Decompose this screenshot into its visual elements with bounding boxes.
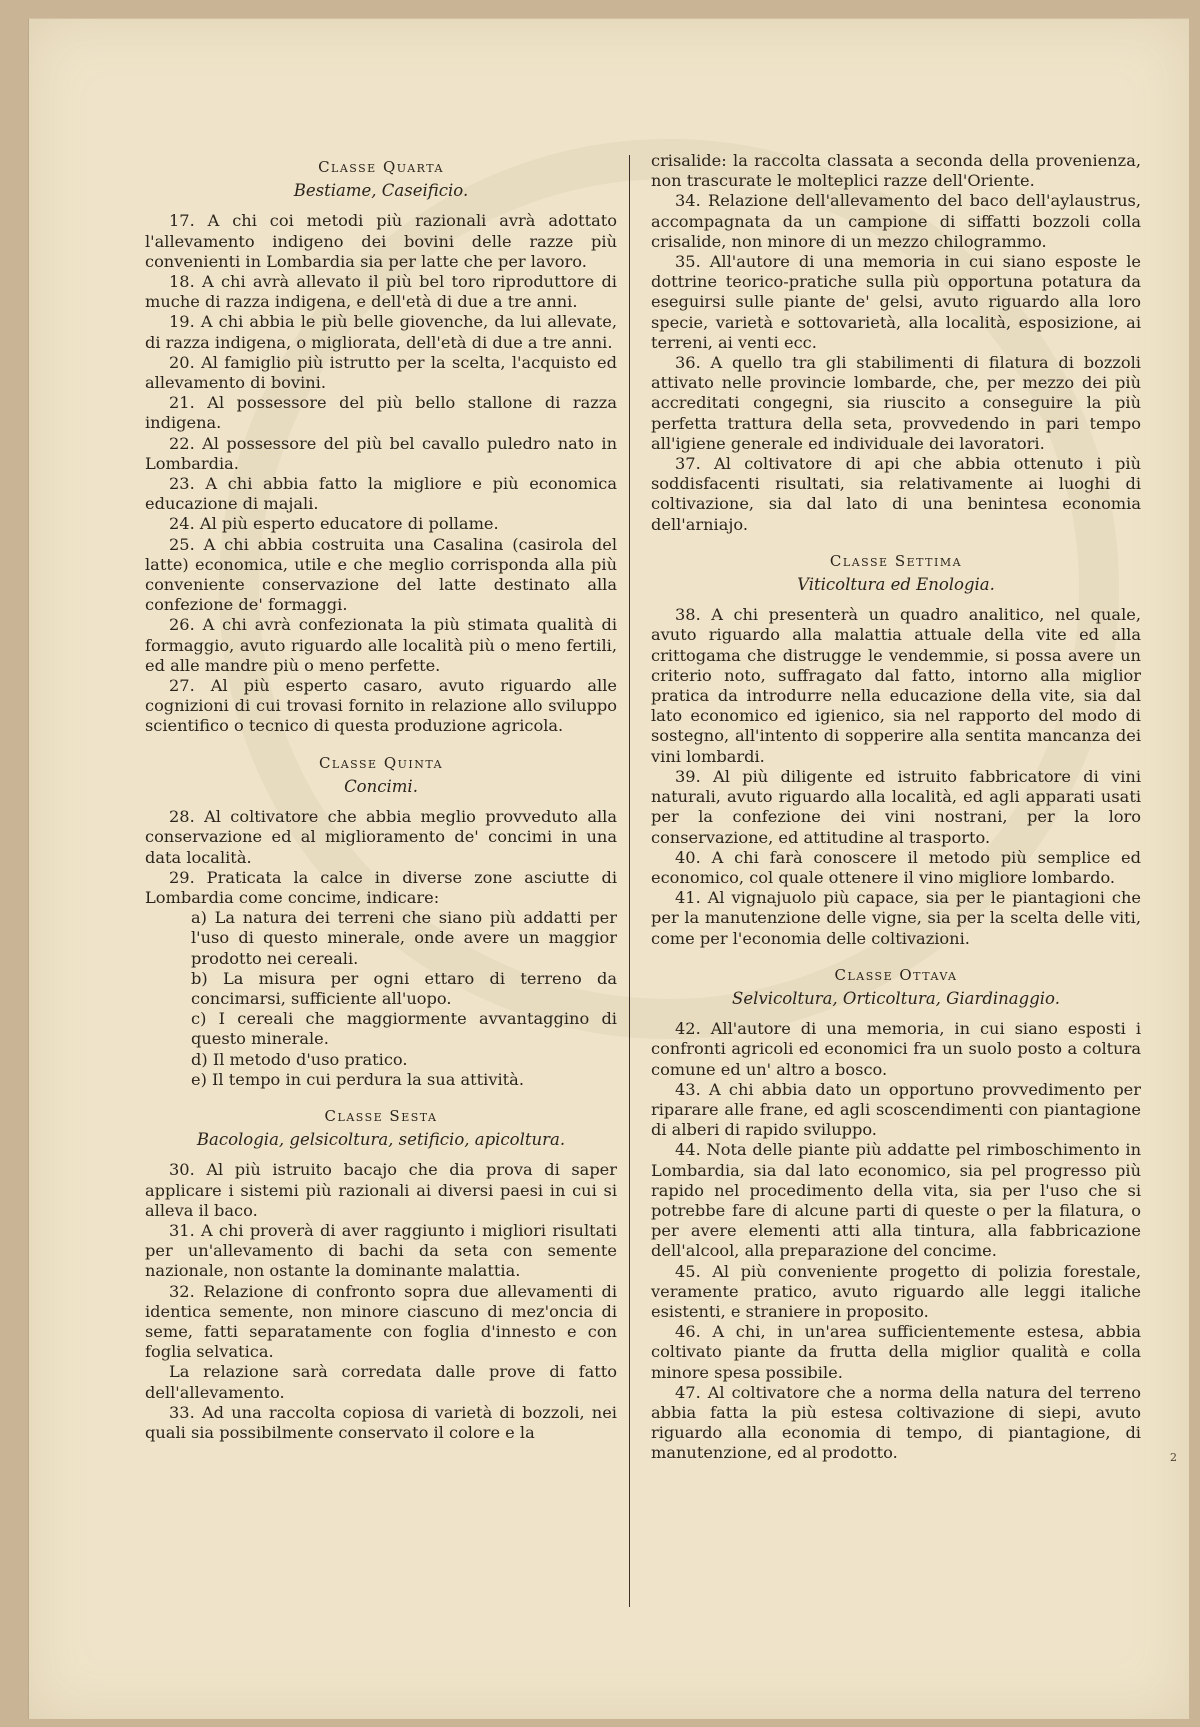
paragraph-35: 35. All'autore di una memoria in cui siano esposte le dottrine teorico-pratiche sulla più opportuna potatura da eseguirsi sulle piante de' gelsi, avuto riguardo alla loro specie, varietà e sottovarietà, alla località, esposizione, ai terreni, ai venti ecc. [651, 252, 1141, 352]
paragraph-43: 43. A chi abbia dato un opportuno provvedimento per riparare alle frane, ed agli scoscendimenti con piantagione di alberi di rapido sviluppo. [651, 1079, 1141, 1140]
paragraph-29e: e) Il tempo in cui perdura la sua attività. [191, 1069, 524, 1089]
paragraph-47: 47. Al coltivatore che a norma della natura del terreno abbia fatta la più estesa coltivazione di siepi, avuto riguardo alla economia di tempo, di piantagione, di manutenzione, ed al prodotto. [651, 1382, 1141, 1463]
paragraph-27: 27. Al più esperto casaro, avuto riguardo alle cognizioni di cui trovasi fornito in relazione allo sviluppo scientifico o tecnico di questa produzione agricola. [145, 676, 617, 736]
section-heading-classe-ottava: Classe Ottava [834, 965, 958, 984]
section-heading-classe-quinta: Classe Quinta [318, 753, 444, 772]
paragraph-33: 33. Ad una raccolta copiosa di varietà di bozzoli, nei quali sia possibilmente conservato il colore e la [145, 1402, 617, 1442]
paragraph-40: 40. A chi farà conoscere il metodo più semplice ed economico, col quale ottenere il vino migliore lombardo. [651, 847, 1141, 887]
paragraph-23: 23. A chi abbia fatto la migliore e più economica educazione di majali. [145, 474, 617, 514]
paragraph-30: 30. Al più istruito bacajo che dia prova di saper applicare i sistemi più razionali ai diversi paesi in cui si alleva il baco. [145, 1160, 617, 1220]
paragraph-29b: b) La misura per ogni ettaro di terreno da concimarsi, sufficiente all'uopo. [191, 968, 617, 1008]
paragraph-20: 20. Al famiglio più istrutto per la scelta, l'acquisto ed allevamento di bovini. [145, 352, 617, 393]
paragraph-44: 44. Nota delle piante più addatte pel rimboschimento in Lombardia, sia dal lato economico, sia pel progresso più rapido nel procedimento della vita, sia per l'uso che si potrebbe fare di alcune parti di queste o per la filatura, o per avere elementi atti alla tintura, alla fabbricazione dell'alcool, alla preparazione del concime. [651, 1140, 1141, 1261]
paragraph-46: 46. A chi, in un'area sufficientemente estesa, abbia coltivato piante da frutta della miglior qualità e colla minore spesa possibile. [651, 1322, 1141, 1382]
paragraph-36: 36. A quello tra gli stabilimenti di filatura di bozzoli attivato nelle provincie lombarde, che, per mezzo dei più accreditati congegni, sia riuscito a conseguire la più perfetta trattura della seta, provvedendo in pari tempo all'igiene generale ed individuale dei lavoratori. [651, 353, 1141, 453]
section-heading-classe-quarta: Classe Quarta [318, 158, 444, 176]
section-heading-classe-settima: Classe Settima [829, 551, 963, 570]
right-column [651, 151, 1141, 1464]
left-column [145, 151, 617, 1443]
paragraph-24: 24. Al più esperto educatore di pollame. [169, 514, 499, 534]
section-subtitle-selvicoltura: Selvicoltura, Orticoltura, Giardinaggio. [732, 988, 1060, 1008]
paragraph-19: 19. A chi abbia le più belle giovenche, da lui allevate, di razza indigena, o migliorata, dell'età di due a tre anni. [145, 312, 617, 352]
section-subtitle-bestiame: Bestiame, Caseificio. [293, 181, 469, 201]
section-heading-classe-sesta: Classe Sesta [324, 1106, 438, 1125]
page-number: 2 [1170, 1451, 1177, 1464]
paragraph-34: 34. Relazione dell'allevamento del baco dell'aylaustrus, accompagnata da un campione di siffatti bozzoli colla crisalide, non minore di un mezzo chilogrammo. [651, 191, 1141, 251]
paragraph-29a: a) La natura dei terreni che siano più addatti per l'uso di questo minerale, onde avere un maggior prodotto nei cereali. [191, 908, 617, 968]
paragraph-29d: d) Il metodo d'uso pratico. [191, 1049, 408, 1069]
page-sheet [28, 18, 1189, 1719]
paragraph-38: 38. A chi presenterà un quadro analitico, nel quale, avuto riguardo alla malattia attuale della vite ed alla crittogama che distrugge le vendemmie, si possa avere un criterio noto, suffragato dal fatto, intorno alla miglior pratica da introdurre nella educazione della vite, sia dal lato economico ed igienico, sia nel rapporto del modo di sostegno, all'intento di sopperire alla sentita mancanza dei vini lombardi. [651, 605, 1141, 766]
paragraph-39: 39. Al più diligente ed istruito fabbricatore di vini naturali, avuto riguardo alla località, ed agli apparati usati per la confezione dei vini nostrani, per la loro conservazione, ed attitudine al trasporto. [651, 766, 1141, 847]
paragraph-42: 42. All'autore di una memoria, in cui siano esposti i confronti agricoli ed economici fra un suolo posto a coltura comune ed un' altro a bosco. [651, 1019, 1141, 1079]
paragraph-28: 28. Al coltivatore che abbia meglio provveduto alla conservazione ed al miglioramento de' concimi in una data località. [145, 807, 617, 867]
paragraph-21: 21. Al possessore del più bello stallone di razza indigena. [145, 393, 617, 433]
paragraph-45: 45. Al più conveniente progetto di polizia forestale, veramente pratico, avuto riguardo alle leggi italiche esistenti, e straniere in proposito. [651, 1261, 1141, 1321]
section-subtitle-viticoltura: Viticoltura ed Enologia. [797, 575, 995, 595]
paragraph-33-continued: crisalide: la raccolta classata a seconda della provenienza, non trascurate le molteplici razze dell'Oriente. [651, 151, 1141, 191]
section-subtitle-concimi: Concimi. [344, 776, 418, 796]
paragraph-22: 22. Al possessore del più bel cavallo puledro nato in Lombardia. [145, 433, 617, 473]
paragraph-17: 17. A chi coi metodi più razionali avrà adottato l'allevamento indigeno dei bovini delle razze più convenienti in Lombardia sia per latte che per lavoro. [145, 211, 617, 271]
section-subtitle-bacologia: Bacologia, gelsicoltura, setificio, apicoltura. [196, 1130, 566, 1150]
column-divider [629, 155, 630, 1607]
paragraph-41: 41. Al vignajuolo più capace, sia per le piantagioni che per la manutenzione delle vigne, sia per la scelta delle viti, come per l'economia delle coltivazioni. [651, 888, 1141, 948]
paragraph-31: 31. A chi proverà di aver raggiunto i migliori risultati per un'allevamento di bachi da seta con semente nazionale, non ostante la dominante malattia. [145, 1220, 617, 1281]
paragraph-18: 18. A chi avrà allevato il più bel toro riproduttore di muche di razza indigena, e dell'età di due a tre anni. [145, 272, 617, 312]
paragraph-37: 37. Al coltivatore di api che abbia ottenuto i più soddisfacenti risultati, sia relativamente ai luoghi di coltivazione, sia dal lato di una benintesa economia dell'arniajo. [651, 454, 1141, 534]
paragraph-29c: c) I cereali che maggiormente avvantaggino di questo minerale. [191, 1009, 617, 1049]
paragraph-32-note: La relazione sarà corredata dalle prove di fatto dell'allevamento. [145, 1362, 617, 1402]
paragraph-26: 26. A chi avrà confezionata la più stimata qualità di formaggio, avuto riguardo alle località più o meno fertili, ed alle mandre più o meno perfette. [145, 615, 617, 675]
paragraph-25: 25. A chi abbia costruita una Casalina (casirola del latte) economica, utile e che meglio corrisponda alla più conveniente conservazione del latte destinato alla confezione de' formaggi. [145, 534, 617, 615]
paragraph-32: 32. Relazione di confronto sopra due allevamenti di identica semente, non minore ciascuno di mez'oncia di seme, fatti separatamente con foglia d'innesto e con foglia selvatica. [145, 1281, 617, 1362]
paragraph-29: 29. Praticata la calce in diverse zone asciutte di Lombardia come concime, indicare: [145, 867, 617, 907]
